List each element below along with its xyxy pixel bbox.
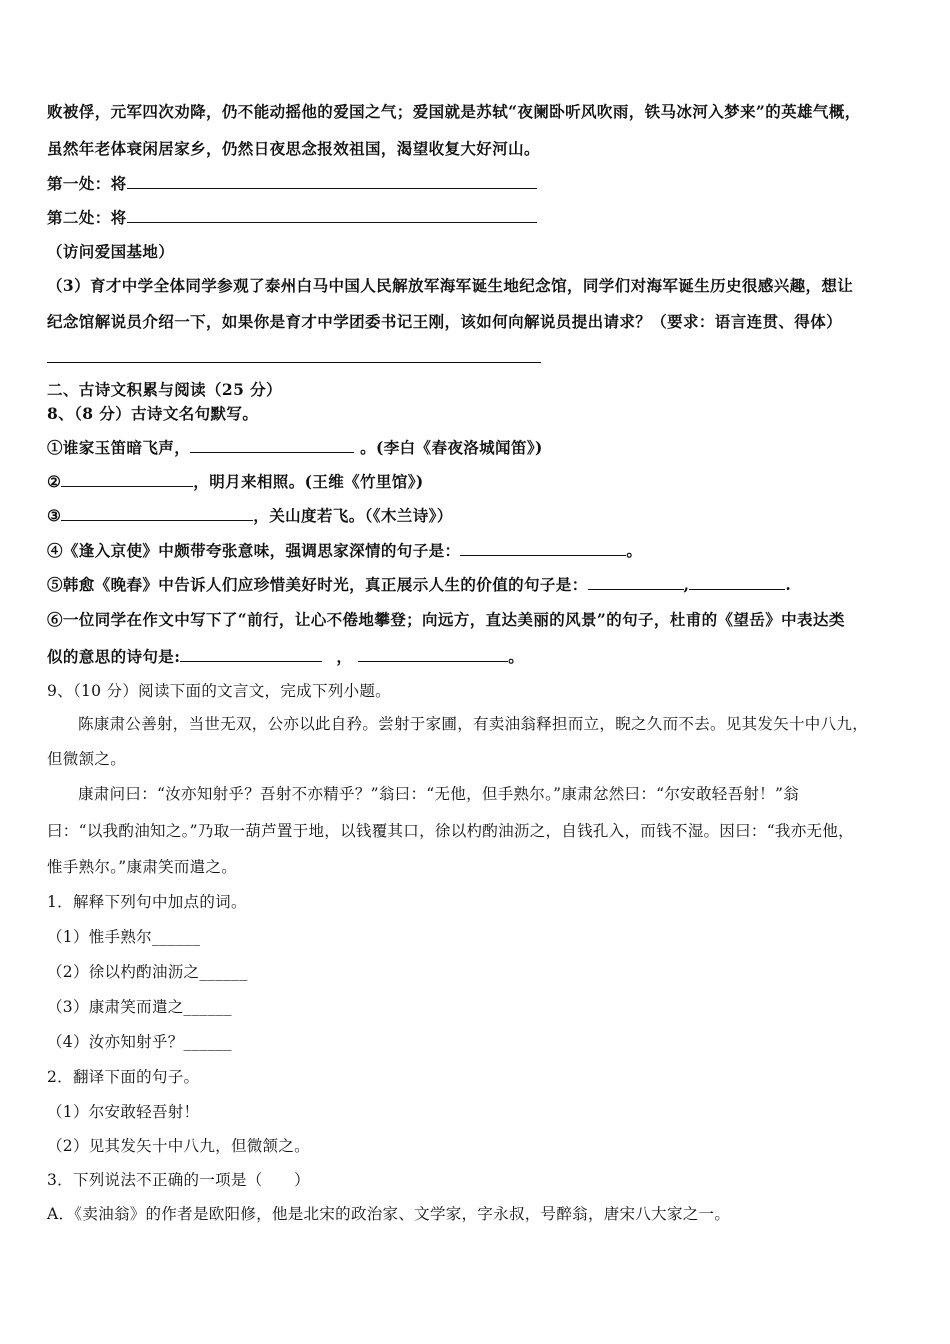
q8-item-3 (47, 504, 920, 528)
q8-item-1-pre: ①谁家玉笛暗飞声， (47, 438, 191, 457)
sub3-option-a: A．《卖油翁》的作者是欧阳修，他是北宋的政治家、文学家，字永叔，号醉翁，唐宋八大家之一。 (47, 1205, 731, 1223)
sub1-item-2: （2）徐以杓酌油沥之______ (47, 963, 248, 981)
q8-item-6-line-2 (47, 645, 920, 669)
q8-item-2-pre: ② (47, 472, 62, 491)
intro-line-2: 虽然年老体衰闲居家乡，仍然日夜思念报效祖国，渴望收复大好河山。 (47, 139, 540, 158)
q8-item-5-post: . (785, 575, 792, 594)
sub2-title: 2．翻译下面的句子。 (47, 1068, 200, 1086)
q8-title: 8、（8 分）古诗文名句默写。 (47, 404, 259, 423)
sub3-title: 3．下列说法不正确的一项是（ ） (47, 1171, 310, 1189)
passage-p2-line-2: 曰：“以我酌油知之。”乃取一葫芦置于地，以钱覆其口，徐以杓酌油沥之，自钱孔入，而钱不湿。因曰：“我亦无他， (47, 822, 854, 840)
sub2-item-2: （2）见其发矢十中八九，但微颔之。 (47, 1137, 310, 1155)
sub2-item-1: （1）尔安敢轻吾射！ (47, 1103, 200, 1121)
q8-item-5-pre: ⑤韩愈《晚春》中告诉人们应珍惜美好时光，真正展示人生的价值的句子是： (47, 575, 588, 594)
passage-p2-line-3: 惟手熟尔。”康肃笑而遣之。 (47, 858, 238, 876)
sub1-item-1: （1）惟手熟尔______ (47, 928, 201, 946)
sub1-title: 1．解释下列句中加点的词。 (47, 893, 247, 911)
passage-p1-line-1: 陈康肃公善射，当世无双，公亦以此自矜。尝射于家圃，有卖油翁释担而立，睨之久而不去。见其发矢十中八九， (78, 715, 869, 733)
blank-1-label: 第一处：将 (47, 174, 127, 193)
q8-item-6-mid: ， (336, 647, 353, 666)
q8-item-3-blank[interactable] (61, 504, 253, 521)
q8-item-4 (47, 539, 920, 563)
q8-item-3-pre: ③ (47, 506, 62, 525)
q8-item-6-line-1: ⑥一位同学在作文中写下了“前行，让心不倦地攀登；向远方，直达美丽的风景”的句子，杜甫的《望岳》中表达类 (47, 610, 845, 629)
q8-item-5-mid: , (683, 575, 690, 594)
blank-2-line[interactable] (127, 206, 537, 223)
q8-item-6-blank-b[interactable] (358, 645, 508, 662)
q8-item-4-post: 。 (626, 541, 643, 560)
q9-title: 9、（10 分）阅读下面的文言文，完成下列小题。 (47, 682, 391, 700)
sub1-item-3: （3）康肃笑而遣之______ (47, 998, 232, 1016)
passage-p1-line-2: 但微颔之。 (47, 750, 127, 768)
q8-item-6-blank-a[interactable] (180, 645, 322, 662)
intro-line-1: 败被俘，元军四次劝降，仍不能动摇他的爱国之气；爱国就是苏轼“夜阑卧听风吹雨，铁马冰河入梦来”的英雄气概， (47, 102, 861, 121)
section-2-title: 二、古诗文积累与阅读（25 分） (47, 380, 282, 399)
q3-answer-line[interactable] (47, 362, 541, 363)
q8-item-5 (47, 573, 920, 597)
q8-item-4-pre: ④《逢入京使》中颇带夸张意味，强调思家深情的句子是： (47, 541, 461, 560)
q8-item-5-blank-a[interactable] (588, 573, 684, 590)
blank-1-row (47, 172, 920, 196)
sub1-item-4: （4）汝亦知射乎？______ (47, 1033, 232, 1051)
visit-heading: （访问爱国基地） (47, 242, 175, 261)
q8-item-3-post: ，关山度若飞。（《木兰诗》） (253, 506, 453, 525)
blank-2-label: 第二处：将 (47, 208, 127, 227)
q8-item-6-post: 。 (508, 647, 525, 666)
q8-item-2-post: ，明月来相照。(王维《竹里馆》) (193, 472, 424, 491)
passage-p2-line-1: 康肃问曰：“汝亦知射乎？吾射不亦精乎？”翁曰：“无他，但手熟尔。”康肃忿然曰：“尔安敢轻吾射！”翁 (78, 785, 799, 803)
q8-item-6-pre: 似的意思的诗句是: (47, 647, 181, 666)
q3-line-2: 纪念馆解说员介绍一下，如果你是育才中学团委书记王刚，该如何向解说员提出请求？（要求：语言连贯、得体） (47, 312, 843, 331)
q8-item-1-post: 。(李白《春夜洛城闻笛》) (360, 438, 543, 457)
blank-1-line[interactable] (127, 172, 537, 189)
q8-item-4-blank[interactable] (460, 539, 626, 556)
q8-item-5-blank-b[interactable] (689, 573, 785, 590)
q8-item-2 (47, 470, 920, 494)
q8-item-1 (47, 436, 920, 460)
q8-item-2-blank[interactable] (61, 470, 193, 487)
q3-line-1: （3）育才中学全体同学参观了泰州白马中国人民解放军海军诞生地纪念馆，同学们对海军诞生历史很感兴趣，想让 (47, 276, 854, 295)
blank-2-row (47, 206, 920, 230)
q8-item-1-blank[interactable] (190, 436, 354, 453)
